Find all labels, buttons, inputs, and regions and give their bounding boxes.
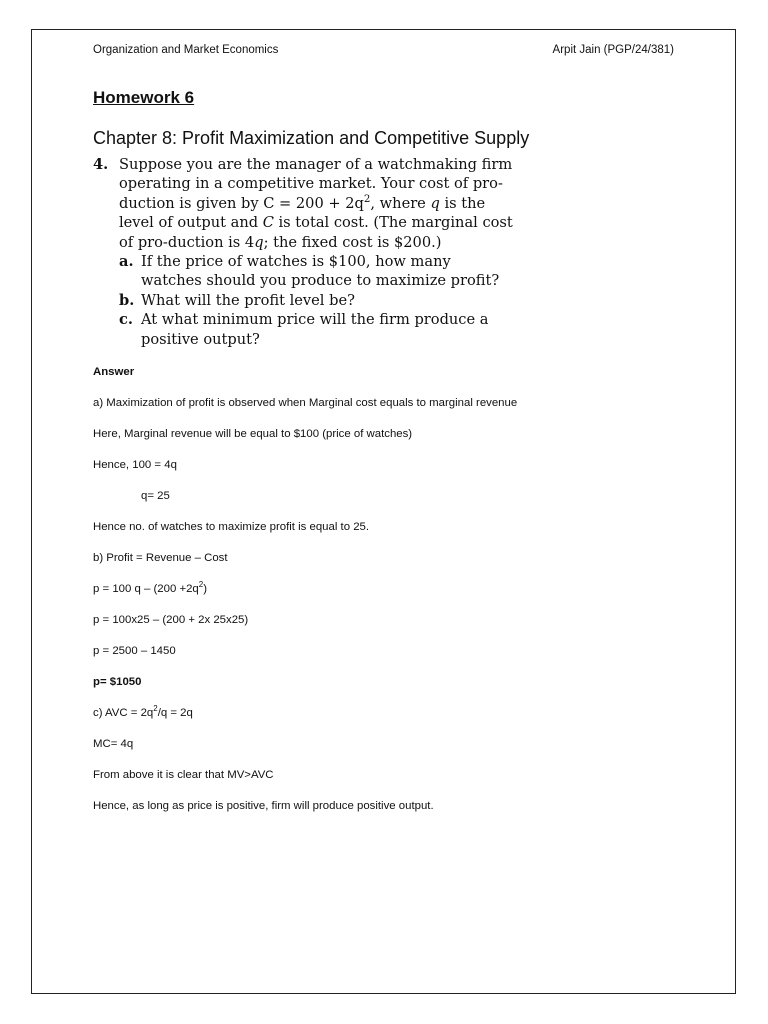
answer-line: Here, Marginal revenue will be equal to $100 (price of watches) <box>93 428 413 440</box>
part-letter: c. <box>119 311 133 329</box>
answer-line: a) Maximization of profit is observed when Marginal cost equals to marginal revenue <box>93 397 518 409</box>
question-text <box>119 155 513 252</box>
variable-q: q <box>254 233 264 251</box>
question-part-a <box>119 252 513 291</box>
header-course: Organization and Market Economics <box>93 44 279 56</box>
part-text: What will the profit level be? <box>141 291 355 309</box>
question-number: 4. <box>93 156 109 173</box>
answer-line: p = 2500 – 1450 <box>93 645 176 657</box>
variable-q: q <box>430 194 440 212</box>
part-text: If the price of watches is $100, how many watches should you produce to maximize profit? <box>141 253 500 290</box>
question-text-part: , where <box>370 194 431 212</box>
answer-line <box>93 580 208 595</box>
formula-part: c) AVC = 2q <box>93 707 154 719</box>
formula-part: /q = 2q <box>157 707 193 719</box>
part-letter: a. <box>119 253 134 271</box>
header-author: Arpit Jain (PGP/24/381) <box>552 44 674 56</box>
answer-line: From above it is clear that MV>AVC <box>93 769 274 781</box>
formula-part: ) <box>203 583 208 595</box>
question-part-c <box>119 310 513 349</box>
answer-line <box>93 704 193 719</box>
superscript-2: 2 <box>153 704 158 714</box>
question-part-b <box>119 291 513 310</box>
answer-heading: Answer <box>93 366 135 378</box>
answer-line: q= 25 <box>141 490 170 502</box>
formula-part: p = 100 q – (200 +2q <box>93 583 199 595</box>
answer-line: Hence, as long as price is positive, firm will produce positive output. <box>93 800 434 812</box>
superscript-2: 2 <box>363 193 371 205</box>
question-stem <box>93 155 513 252</box>
chapter-title: Chapter 8: Profit Maximization and Competitive Supply <box>93 128 530 148</box>
question-text-part: is the level of output and <box>119 194 486 232</box>
variable-C: C <box>262 214 274 232</box>
superscript-2: 2 <box>198 580 204 590</box>
question-text-part: Suppose you are the manager of a watchmaking firm operating in a competitive market. Your cost of pro-duction is given by C = 200 + 2q <box>119 156 513 212</box>
answer-line: Hence, 100 = 4q <box>93 459 177 471</box>
answer-line: p= $1050 <box>93 676 142 688</box>
answer-line: p = 100x25 – (200 + 2x 25x25) <box>93 614 249 626</box>
part-text: At what minimum price will the firm produce a positive output? <box>141 311 489 348</box>
question-parts <box>119 252 513 349</box>
homework-title: Homework 6 <box>93 88 195 107</box>
answer-line: b) Profit = Revenue – Cost <box>93 552 228 564</box>
part-letter: b. <box>119 291 135 309</box>
question-text-part: ; the fixed cost is $200.) <box>263 233 442 251</box>
answer-line: Hence no. of watches to maximize profit is equal to 25. <box>93 521 370 533</box>
answer-line: MC= 4q <box>93 738 134 750</box>
question-text-part: is total cost. (The marginal cost of pro-duction is 4 <box>119 214 513 251</box>
question-block <box>93 155 513 349</box>
